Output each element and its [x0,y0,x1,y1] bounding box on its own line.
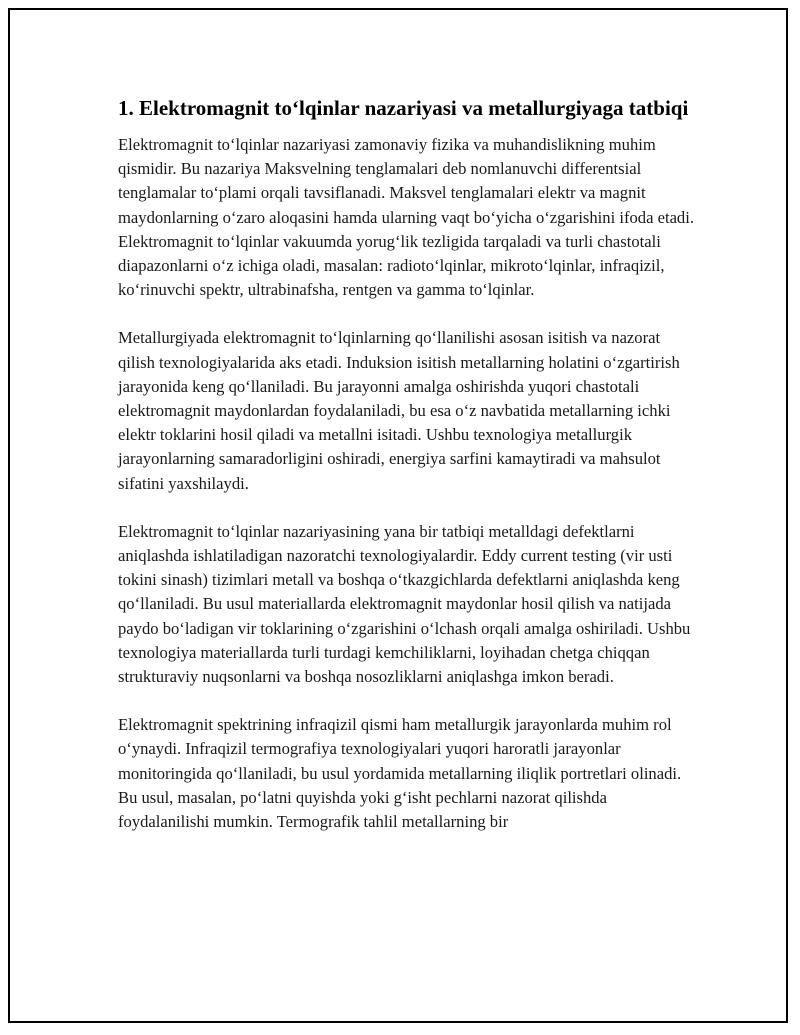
paragraph-4: Elektromagnit spektrining infraqizil qismi ham metallurgik jarayonlarda muhim rol o‘ynaydi. Infraqizil termografiya texnologiyalari yuqori haroratli jarayonlar monitoringida qo‘llaniladi, bu usul yordamida metallarning iliqlik portretlari olinadi. Bu usul, masalan, po‘latni quyishda yoki g‘isht pechlarni nazorat qilishda foydalanilishi mumkin. Termografik tahlil metallarning bir [118,715,682,832]
document-content [118,94,698,858]
paragraph-2: Metallurgiyada elektromagnit to‘lqinlarning qo‘llanilishi asosan isitish va nazorat qilish texnologiyalarida aks etadi. Induksion isitish metallarning holatini o‘zgartirish jarayonida keng qo‘llaniladi. Bu jarayonni amalga oshirishda yuqori chastotali elektromagnit maydonlardan foydalaniladi, bu esa o‘z navbatida metallarning ichki elektr toklarini hosil qiladi va metallni isitadi. Ushbu texnologiya metallurgik jarayonlarning samaradorligini oshiradi, energiya sarfini kamaytiradi va mahsulot sifatini yaxshilaydi. [118,328,680,493]
document-page [8,8,788,1023]
paragraph-1: Elektromagnit to‘lqinlar nazariyasi zamonaviy fizika va muhandislikning muhim qismidir. Bu nazariya Maksvelning tenglamalari deb nomlanuvchi differentsial tenglamalar to‘plami orqali tavsiflanadi. Maksvel tenglamalari elektr va magnit maydonlarning o‘zaro aloqasini hamda ularning vaqt bo‘yicha o‘zgarishini ifoda etadi. Elektromagnit to‘lqinlar vakuumda yorug‘lik tezligida tarqaladi va turli chastotali diapazonlarni o‘z ichiga oladi, masalan: radioto‘lqinlar, mikroto‘lqinlar, infraqizil, ko‘rinuvchi spektr, ultrabinafsha, rentgen va gamma to‘lqinlar. [118,135,694,300]
section-heading: 1. Elektromagnit to‘lqinlar nazariyasi va metallurgiyaga tatbiqi [118,96,689,120]
paragraph-3: Elektromagnit to‘lqinlar nazariyasining yana bir tatbiqi metalldagi defektlarni aniqlashda ishlatiladigan nazoratchi texnologiyalardir. Eddy current testing (vir usti tokini sinash) tizimlari metall va boshqa o‘tkazgichlarda defektlarni aniqlashda keng qo‘llaniladi. Bu usul materiallarda elektromagnit maydonlar hosil qilish va natijada paydo bo‘ladigan vir toklarining o‘zgarishini o‘lchash orqali amalga oshiriladi. Ushbu texnologiya materiallarda turli turdagi kemchiliklarni, loyihadan chetga chiqqan strukturaviy nuqsonlarni va boshqa nosozliklarni aniqlashga imkon beradi. [118,521,691,687]
